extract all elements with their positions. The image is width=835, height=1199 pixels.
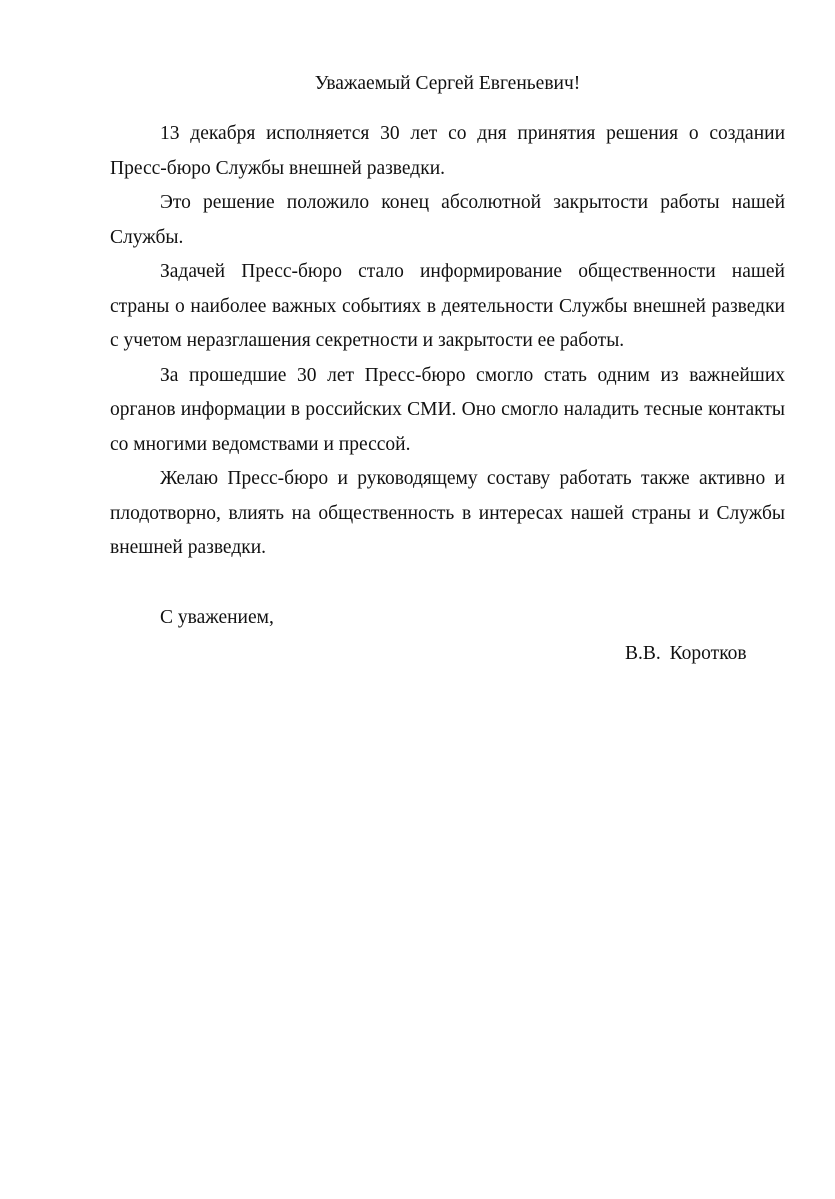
letter-closing: С уважением, bbox=[160, 607, 274, 628]
letter-body bbox=[110, 117, 785, 566]
letter-greeting: Уважаемый Сергей Евгеньевич! bbox=[314, 73, 581, 94]
paragraph: 13 декабря исполняется 30 лет со дня принятия решения о создании Пресс-бюро Службы внешней разведки. bbox=[110, 123, 785, 179]
paragraph: За прошедшие 30 лет Пресс-бюро смогло стать одним из важнейших органов информации в российских СМИ. Оно смогло наладить тесные контакты со многими ведомствами и прессой. bbox=[110, 364, 785, 455]
paragraph: Задачей Пресс-бюро стало информирование общественности нашей страны о наиболее важных событиях в деятельности Службы внешней разведки с учетом неразглашения секретности и закрытости ее работы. bbox=[110, 261, 785, 351]
letter-signature: В.В. Коротков bbox=[625, 643, 747, 664]
paragraph: Это решение положило конец абсолютной закрытости работы нашей Службы. bbox=[110, 192, 785, 248]
paragraph: Желаю Пресс-бюро и руководящему составу работать также активно и плодотворно, влиять на общественность в интересах нашей страны и Службы внешней разведки. bbox=[110, 468, 785, 558]
